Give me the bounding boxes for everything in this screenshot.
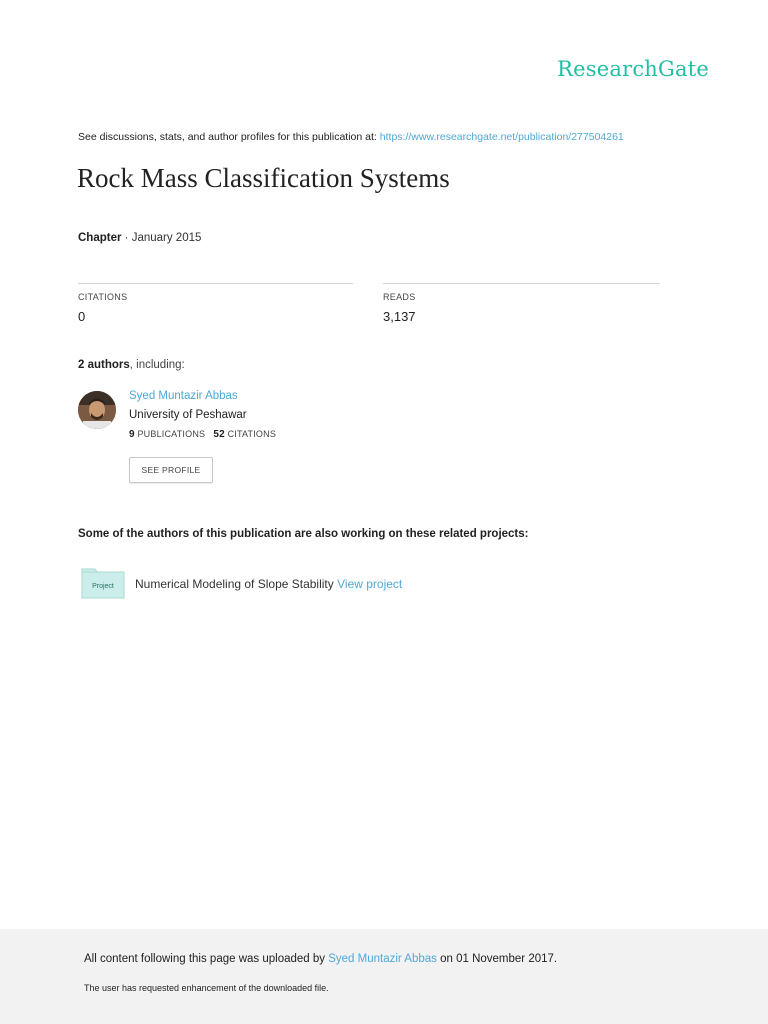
author-citations-label: CITATIONS [227,429,277,439]
uploader-link[interactable]: Syed Muntazir Abbas [328,953,437,965]
publication-date: January 2015 [131,232,202,244]
project-folder-icon [81,566,125,599]
publication-type: Chapter [78,232,122,244]
author-citations-count: 52 [213,429,225,440]
related-projects-heading: Some of the authors of this publication are also working on these related projects: [78,528,529,540]
researchgate-logo[interactable]: ResearchGate [557,57,709,81]
project-title: Numerical Modeling of Slope Stability [135,577,334,591]
citations-value: 0 [78,309,86,324]
authors-count: 2 authors [78,359,130,371]
upload-suffix: on 01 November 2017. [440,953,558,965]
author-avatar[interactable] [78,391,116,429]
discussion-notice [78,131,624,143]
project-icon-label: Project [92,583,114,590]
citations-stat [78,283,353,324]
upload-prefix: All content following this page was uploaded by [84,953,326,965]
publication-url-link[interactable]: https://www.researchgate.net/publication/277504261 [379,131,624,143]
avatar-photo-icon [78,391,116,429]
authors-suffix: , including: [129,359,185,371]
citations-label: CITATIONS [78,292,128,302]
author-publications-count: 9 [129,429,135,440]
upload-notice [84,953,557,965]
project-item [135,577,402,591]
reads-label: READS [383,292,416,302]
authors-heading [78,359,185,371]
footer [0,929,768,1024]
publication-meta [78,232,201,244]
view-project-link[interactable]: View project [337,577,403,591]
author-affiliation: University of Peshawar [129,409,247,421]
reads-value: 3,137 [383,309,416,324]
see-profile-button[interactable]: SEE PROFILE [129,457,213,483]
enhancement-note: The user has requested enhancement of the downloaded file. [84,983,329,993]
author-stats [129,429,276,440]
publication-title: Rock Mass Classification Systems [77,163,450,193]
author-card [129,390,276,440]
reads-stat [383,283,660,324]
discussion-notice-text: See discussions, stats, and author profiles for this publication at: [78,131,377,143]
meta-separator: · [121,232,132,244]
author-publications-label: PUBLICATIONS [137,429,206,439]
author-name-link[interactable]: Syed Muntazir Abbas [129,390,238,402]
